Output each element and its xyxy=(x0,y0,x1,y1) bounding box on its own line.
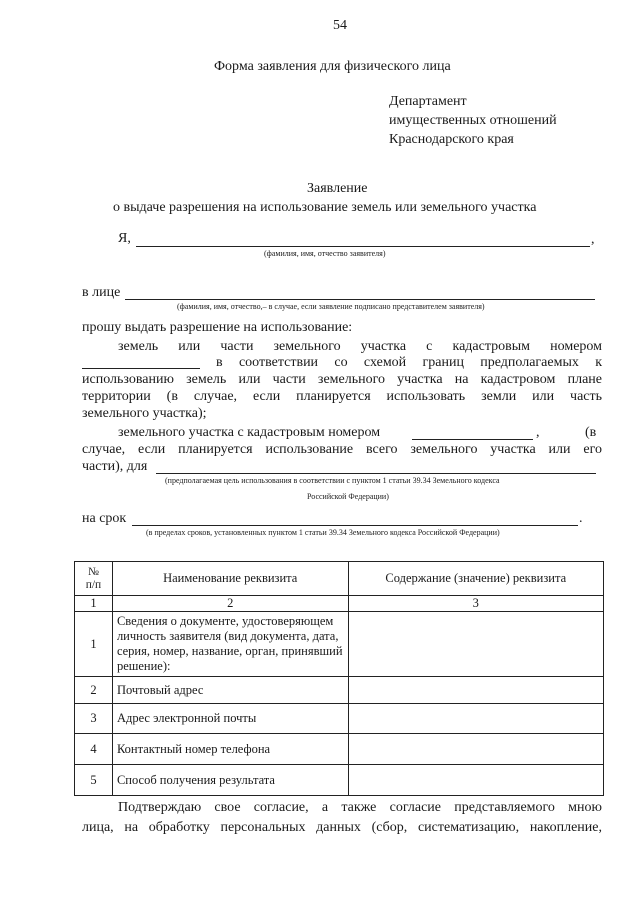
header-name: Наименование реквизита xyxy=(112,562,348,596)
table-numbering-row xyxy=(75,596,604,612)
term-field[interactable] xyxy=(132,525,578,526)
table-row xyxy=(75,734,604,765)
numbering-cell: 1 xyxy=(75,596,113,612)
term-hint: (в пределах сроков, установленных пунктом 1 статьи 39.34 Земельного кодекса Российской Федерации) xyxy=(146,528,500,537)
row-name: Сведения о документе, удостоверяющем личность заявителя (вид документа, дата, серия, номер, название, орган, принявший решение): xyxy=(112,612,348,677)
applicant-prefix: Я, xyxy=(118,231,131,246)
row-value-cell[interactable] xyxy=(348,677,603,704)
table-row xyxy=(75,677,604,704)
table-row xyxy=(75,765,604,796)
row-name: Контактный номер телефона xyxy=(112,734,348,765)
row-number: 3 xyxy=(75,704,113,734)
term-prefix: на срок xyxy=(82,511,127,526)
requisites-table xyxy=(74,561,604,796)
row-value-cell[interactable] xyxy=(348,704,603,734)
option1-line: земельного участка); xyxy=(82,406,207,421)
row-name: Почтовый адрес xyxy=(112,677,348,704)
purpose-hint: (предполагаемая цель использования в соответствии с пунктом 1 статьи 39.34 Земельного кодекса xyxy=(165,476,500,485)
option2-paren: (в xyxy=(585,425,597,440)
option1-line: в соответствии со схемой границ предполагаемых к xyxy=(216,355,602,370)
applicant-name-field[interactable] xyxy=(136,246,590,247)
row-name: Способ получения результата xyxy=(112,765,348,796)
consent-line: Подтверждаю свое согласие, а также согласие представляемого мною xyxy=(118,800,602,815)
statement-subtitle: о выдаче разрешения на использование земель или земельного участка xyxy=(113,200,537,215)
addressee-line: имущественных отношений xyxy=(389,113,557,128)
representative-name-field[interactable] xyxy=(125,299,595,300)
addressee-line: Краснодарского края xyxy=(389,132,514,147)
header-number: № п/п xyxy=(75,562,113,596)
option2-line: случае, если планируется использование всего земельного участка или его xyxy=(82,442,602,457)
row-number: 1 xyxy=(75,612,113,677)
cadastral-number-field-1[interactable] xyxy=(82,368,200,369)
purpose-hint: Российской Федерации) xyxy=(307,492,389,501)
form-title: Форма заявления для физического лица xyxy=(214,59,451,74)
option2-comma: , xyxy=(536,425,540,440)
table-row xyxy=(75,704,604,734)
numbering-cell: 3 xyxy=(348,596,603,612)
term-suffix: . xyxy=(579,511,583,526)
option1-line: использованию земель или части земельного участка на кадастровом плане xyxy=(82,372,602,387)
consent-line: лица, на обработку персональных данных (сбор, систематизацию, накопление, xyxy=(82,820,602,835)
option2-line: земельного участка с кадастровым номером xyxy=(118,425,381,440)
table-row xyxy=(75,612,604,677)
row-number: 5 xyxy=(75,765,113,796)
cadastral-number-field-2[interactable] xyxy=(412,439,533,440)
table-header-row xyxy=(75,562,604,596)
row-value-cell[interactable] xyxy=(348,765,603,796)
row-name: Адрес электронной почты xyxy=(112,704,348,734)
request-line: прошу выдать разрешение на использование: xyxy=(82,320,353,335)
option2-line: части), для xyxy=(82,459,148,474)
row-number: 4 xyxy=(75,734,113,765)
numbering-cell: 2 xyxy=(112,596,348,612)
row-number: 2 xyxy=(75,677,113,704)
header-value: Содержание (значение) реквизита xyxy=(348,562,603,596)
statement-title: Заявление xyxy=(307,181,368,196)
row-value-cell[interactable] xyxy=(348,612,603,677)
page-number: 54 xyxy=(333,18,347,33)
purpose-field[interactable] xyxy=(156,473,596,474)
representative-prefix: в лице xyxy=(82,285,121,300)
option1-line: земель или части земельного участка с кадастровым номером xyxy=(118,339,602,354)
applicant-hint: (фамилия, имя, отчество заявителя) xyxy=(264,249,386,258)
option1-line: территории (в случае, если планируется использовать земли или часть xyxy=(82,389,602,404)
row-value-cell[interactable] xyxy=(348,734,603,765)
applicant-suffix: , xyxy=(591,232,595,247)
representative-hint: (фамилия, имя, отчество,– в случае, если заявление подписано представителем заявителя) xyxy=(177,302,485,311)
addressee-line: Департамент xyxy=(389,94,467,109)
